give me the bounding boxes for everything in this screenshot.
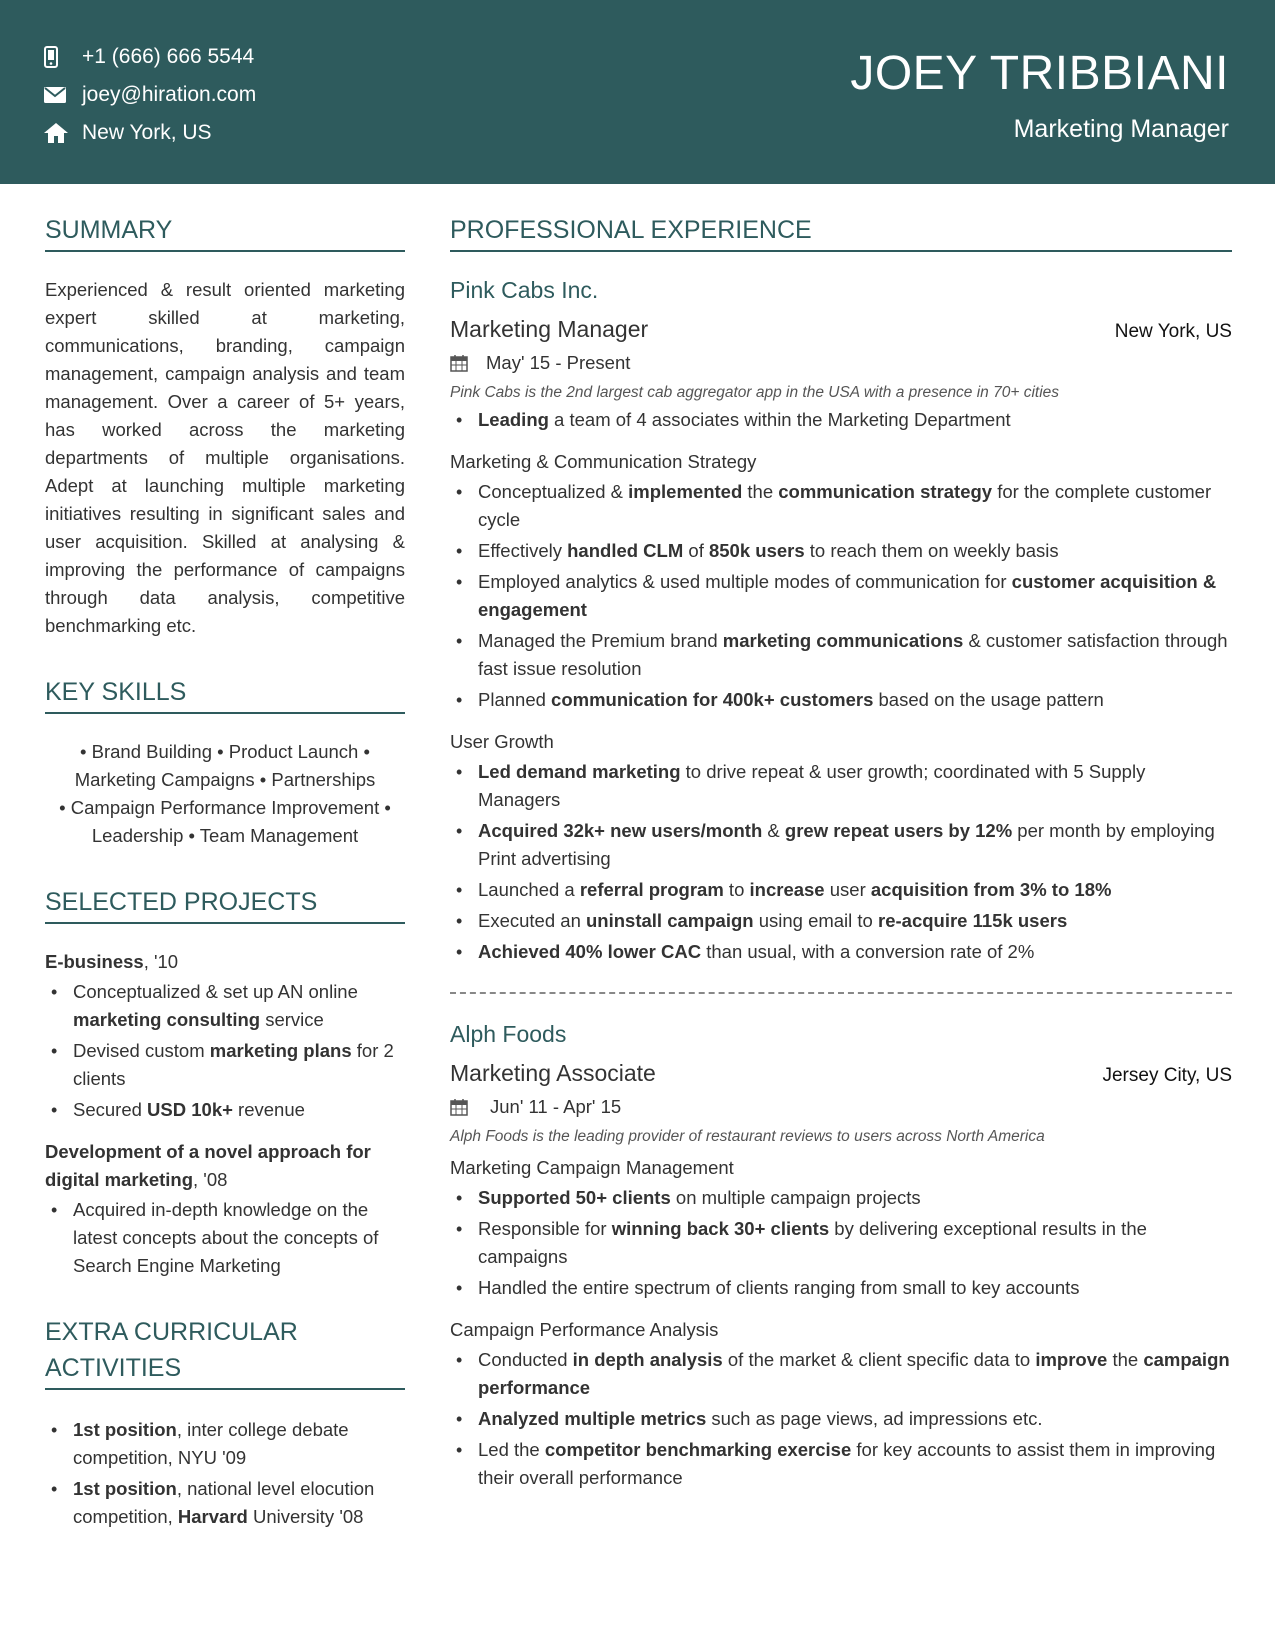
company-description: Alph Foods is the leading provider of restaurant reviews to users across North America — [450, 1128, 1045, 1145]
subsection-heading: Marketing & Communication Strategy — [450, 451, 757, 472]
list-item: • Acquired in-depth knowledge on the latest concepts about the concepts of Search Engine Marketing — [45, 1196, 405, 1280]
summary-text: Experienced & result oriented marketing expert skilled at marketing, communications, branding, campaign management, campaign analysis and team management. Over a career of 5+ years, has worked across the marketing departments of multiple organisations. Adept at launching multiple marketing initiatives resulting in significant sales and user acquisition. Skilled at analysing & improving the performance of campaigns through data analysis, competitive benchmarking etc. — [45, 279, 405, 636]
job-dates: May' 15 - Present — [450, 348, 1232, 378]
mobile-phone-icon — [44, 45, 82, 69]
subsection-heading: Campaign Performance Analysis — [450, 1319, 719, 1340]
job-title-row — [450, 1056, 1232, 1090]
project-digital-marketing — [45, 1138, 405, 1280]
list-item: • Acquired 32k+ new users/month & grew repeat users by 12% per month by employing Print advertising — [450, 817, 1232, 873]
list-item: • 1st position, inter college debate competition, NYU '09 — [45, 1416, 405, 1472]
list-item: • Conceptualized & set up AN online marketing consulting service — [45, 978, 405, 1034]
list-item: • Secured USD 10k+ revenue — [45, 1096, 405, 1124]
experience-heading: PROFESSIONAL EXPERIENCE — [450, 212, 1232, 252]
list-item: • Responsible for winning back 30+ clients by delivering exceptional results in the campaigns — [450, 1215, 1232, 1271]
skills-line: • Brand Building • Product Launch • — [80, 741, 370, 762]
list-item: • Launched a referral program to increase user acquisition from 3% to 18% — [450, 876, 1232, 904]
list-item: • Devised custom marketing plans for 2 clients — [45, 1037, 405, 1093]
list-item: • Executed an uninstall campaign using email to re-acquire 115k users — [450, 907, 1232, 935]
list-item: • Managed the Premium brand marketing communications & customer satisfaction through fast issue resolution — [450, 627, 1232, 683]
list-item: • Employed analytics & used multiple modes of communication for customer acquisition & engagement — [450, 568, 1232, 624]
resume-header — [0, 0, 1275, 184]
left-column — [45, 212, 405, 1534]
job-divider — [450, 992, 1232, 994]
company-name: Alph Foods — [450, 1021, 567, 1047]
envelope-icon — [44, 83, 82, 107]
extra-curricular-list — [45, 1416, 405, 1531]
email-address: joey@hiration.com — [82, 83, 257, 106]
list-item: • 1st position, national level elocution competition, Harvard University '08 — [45, 1475, 405, 1531]
projects-heading: SELECTED PROJECTS — [45, 884, 405, 924]
candidate-title: Marketing Manager — [1013, 115, 1229, 143]
phone-number: +1 (666) 666 5544 — [82, 45, 255, 68]
list-item: • Supported 50+ clients on multiple campaign projects — [450, 1184, 1232, 1212]
job-pink-cabs — [450, 274, 1232, 966]
contact-phone — [44, 38, 256, 76]
skills-line: Leadership • Team Management — [91, 825, 359, 846]
list-item: • Led the competitor benchmarking exercise for key accounts to assist them in improving their overall performance — [450, 1436, 1232, 1492]
contact-email — [44, 76, 256, 114]
job-title: Marketing Associate — [450, 1060, 656, 1086]
skills-line: Marketing Campaigns • Partnerships — [74, 769, 376, 790]
list-item: • Led demand marketing to drive repeat & user growth; coordinated with 5 Supply Managers — [450, 758, 1232, 814]
skills-line: • Campaign Performance Improvement • — [59, 797, 391, 818]
contact-location — [44, 114, 256, 152]
company-description: Pink Cabs is the 2nd largest cab aggregator app in the USA with a presence in 70+ cities — [450, 384, 1060, 401]
list-item: • Effectively handled CLM of 850k users to reach them on weekly basis — [450, 537, 1232, 565]
candidate-name: JOEY TRIBBIANI — [850, 47, 1229, 100]
job-dates: Jun' 11 - Apr' 15 — [450, 1092, 1232, 1122]
job-title-row — [450, 312, 1232, 346]
skills-heading: KEY SKILLS — [45, 674, 405, 714]
extra-curricular-heading: EXTRA CURRICULAR ACTIVITIES — [45, 1314, 405, 1390]
list-item: • Conceptualized & implemented the communication strategy for the complete customer cycle — [450, 478, 1232, 534]
calendar-icon — [450, 354, 486, 372]
job-location: Jersey City, US — [1102, 1065, 1232, 1086]
project-ebusiness — [45, 948, 405, 1124]
calendar-icon — [450, 1098, 490, 1116]
summary-heading: SUMMARY — [45, 212, 405, 252]
home-icon — [44, 121, 82, 145]
list-item: • Handled the entire spectrum of clients ranging from small to key accounts — [450, 1274, 1232, 1302]
project-title: Development of a novel approach for digital marketing, '08 — [45, 1141, 371, 1190]
job-title: Marketing Manager — [450, 316, 649, 342]
subsection-heading: Marketing Campaign Management — [450, 1157, 734, 1178]
job-location: New York, US — [1114, 321, 1232, 342]
company-name: Pink Cabs Inc. — [450, 277, 599, 303]
name-block — [850, 44, 1229, 146]
list-item: • Achieved 40% lower CAC than usual, with a conversion rate of 2% — [450, 938, 1232, 966]
contact-info — [44, 38, 256, 152]
right-column — [450, 212, 1232, 1495]
list-item: • Leading a team of 4 associates within the Marketing Department — [450, 406, 1232, 434]
list-item: • Conducted in depth analysis of the market & client specific data to improve the campaign performance — [450, 1346, 1232, 1402]
project-title: E-business, '10 — [45, 951, 179, 972]
job-alph-foods — [450, 1018, 1232, 1492]
subsection-heading: User Growth — [450, 731, 554, 752]
list-item: • Analyzed multiple metrics such as page views, ad impressions etc. — [450, 1405, 1232, 1433]
location-text: New York, US — [82, 121, 212, 144]
list-item: • Planned communication for 400k+ customers based on the usage pattern — [450, 686, 1232, 714]
skills-list — [45, 738, 405, 850]
